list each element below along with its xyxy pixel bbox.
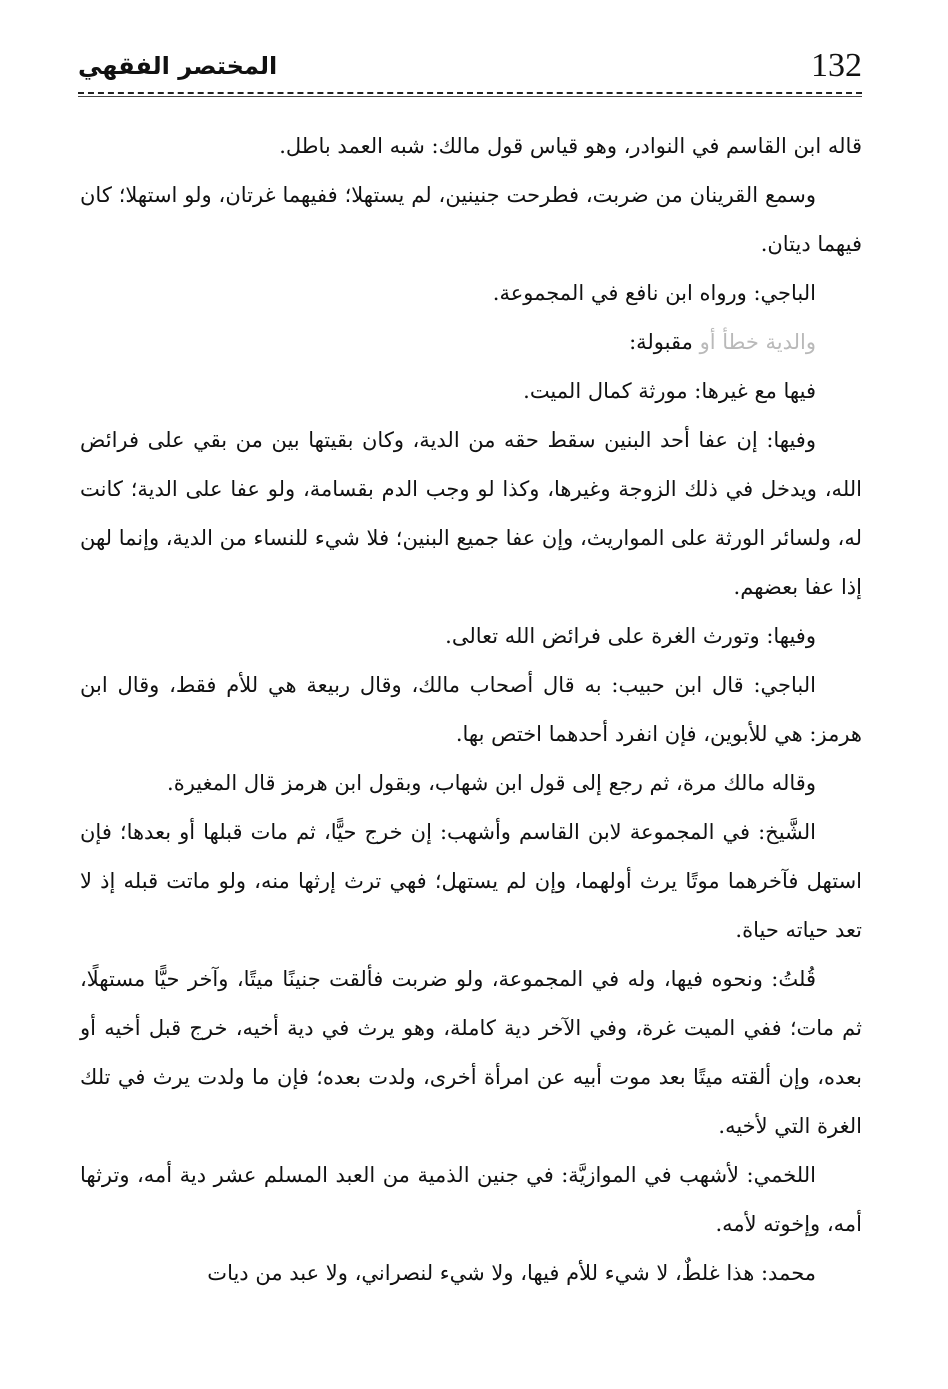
body-text (80, 122, 862, 1298)
paragraph: محمد: هذا غلطٌ، لا شيء للأم فيها، ولا شيء لنصراني، ولا عبد من ديات (207, 1261, 816, 1285)
header-dashed-rule (78, 92, 862, 94)
faded-text: والدية خطأ أو (699, 330, 816, 354)
paragraph-faded-heading (80, 318, 862, 367)
page-number: 132 (811, 47, 862, 84)
paragraph: الباجي: ورواه ابن نافع في المجموعة. (492, 281, 816, 305)
paragraph: قاله ابن القاسم في النوادر، وهو قياس قول مالك: شبه العمد باطل. (279, 134, 862, 158)
paragraph: اللخمي: لأشهب في الموازيَّة: في جنين الذمية من العبد المسلم عشر دية أمه، وترثها أمه، وإخوته لأمه. (80, 1163, 862, 1236)
paragraph: وقاله مالك مرة، ثم رجع إلى قول ابن شهاب، وبقول ابن هرمز قال المغيرة. (167, 771, 816, 795)
header-solid-rule (78, 96, 862, 97)
heading-text: مقبولة: (629, 330, 693, 354)
paragraph: وسمع القرينان من ضربت، فطرحت جنينين، لم يستهلا؛ ففيهما غرتان، ولو استهلا؛ كان فيهما ديتان. (80, 183, 862, 256)
paragraph: الباجي: قال ابن حبيب: به قال أصحاب مالك، وقال ربيعة هي للأم فقط، وقال ابن هرمز: هي للأبوين، فإن انفرد أحدهما اختص بها. (80, 673, 862, 746)
paragraph: قُلتُ: ونحوه فيها، وله في المجموعة، ولو ضربت فألقت جنينًا ميتًا، وآخر حيًّا مستهلًا، ثم مات؛ ففي الميت غرة، وفي الآخر دية كاملة، وهو يرث في دية أخيه، خرج قبل أخيه أو بعده، وإن ألقته ميتًا بعد موت أبيه عن امرأة أخرى، ولدت بعده؛ فإن ما ولدت يرث في تلك الغرة التي لأخيه. (80, 967, 862, 1138)
book-title: المختصر الفقهي (78, 52, 278, 80)
paragraph: الشَّيخ: في المجموعة لابن القاسم وأشهب: إن خرج حيًّا، ثم مات قبلها أو بعدها؛ فإن استهل فآخرهما موتًا يرث أولهما، وإن لم يستهل؛ فهي ترث إرثها منه، ولو ماتت قبله إذ لا تعد حياته حياة. (80, 820, 862, 942)
paragraph: وفيها: وتورث الغرة على فرائض الله تعالى. (445, 624, 816, 648)
paragraph: وفيها: إن عفا أحد البنين سقط حقه من الدية، وكان بقيتها بين من بقي على فرائض الله، ويدخل في ذلك الزوجة وغيرها، وكذا لو وجب الدم بقسامة، ولو عفا على الدية؛ كانت له، ولسائر الورثة على المواريث، وإن عفا جميع البنين؛ فلا شيء للنساء من الدية، وإنما لهن إذا عفا بعضهم. (80, 428, 862, 599)
page-header (78, 46, 862, 98)
paragraph: فيها مع غيرها: مورثة كمال الميت. (523, 379, 816, 403)
